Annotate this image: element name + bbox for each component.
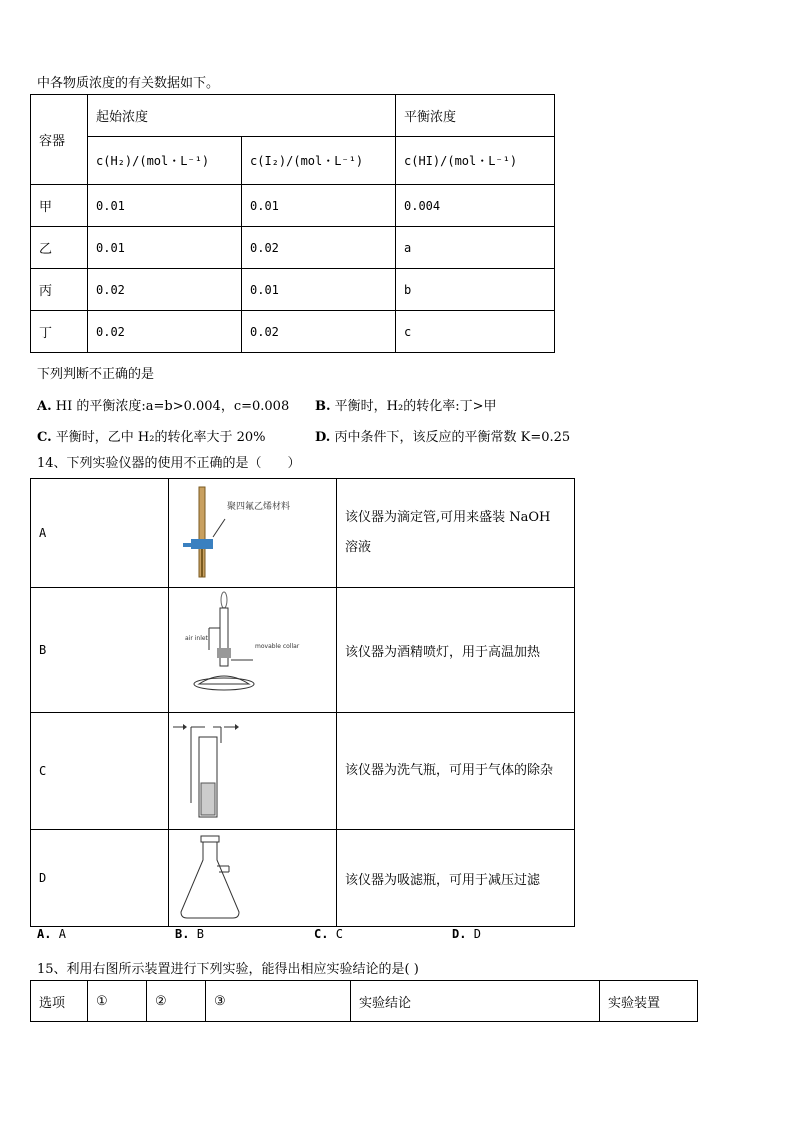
cell-hi: a [396, 227, 555, 269]
table-row [31, 185, 555, 227]
q13-option-a [37, 395, 289, 414]
row-letter: A [31, 479, 169, 588]
cell-i2: 0.01 [242, 269, 396, 311]
row-description: 该仪器为酒精喷灯，用于高温加热 [337, 588, 575, 713]
concentration-table [30, 94, 555, 353]
option-text: 丙中条件下，该反应的平衡常数 K=0.25 [334, 430, 571, 445]
header-equilibrium: 平衡浓度 [396, 95, 555, 137]
cell-hi: b [396, 269, 555, 311]
answer-letter: D. [452, 927, 467, 941]
image-cell [169, 713, 337, 830]
image-cell [169, 588, 337, 713]
image-label: air inlet [185, 635, 208, 642]
intro-text: 中各物质浓度的有关数据如下。 [37, 76, 220, 91]
instrument-table [30, 478, 575, 927]
row-letter: B [31, 588, 169, 713]
burette-icon [169, 479, 336, 583]
q13-option-b [315, 395, 496, 414]
option-text: 平衡时，乙中 H₂的转化率大于 20% [55, 430, 266, 445]
cell-h2: 0.01 [88, 227, 242, 269]
option-text: HI 的平衡浓度:a=b>0.004，c=0.008 [55, 399, 290, 414]
q13-option-d [315, 426, 570, 445]
header-container: 容器 [31, 95, 88, 185]
cell-hi: c [396, 311, 555, 353]
header-reagent-1: ① [88, 981, 147, 1022]
row-name: 丁 [31, 311, 88, 353]
row-description: 该仪器为洗气瓶，可用于气体的除杂 [337, 713, 575, 830]
gas-washing-bottle-icon [169, 713, 336, 825]
q13-option-c [37, 426, 266, 445]
burner-icon [169, 588, 336, 708]
header-conclusion: 实验结论 [351, 981, 600, 1022]
row-letter: C [31, 713, 169, 830]
answer-text: C [335, 927, 343, 941]
option-letter: B. [315, 399, 331, 414]
header-initial: 起始浓度 [88, 95, 396, 137]
header-apparatus: 实验装置 [600, 981, 698, 1022]
cell-hi: 0.004 [396, 185, 555, 227]
q14-answer-d [452, 927, 481, 941]
table-row [31, 227, 555, 269]
image-label: movable collar [255, 643, 300, 650]
answer-letter: A. [37, 927, 52, 941]
cell-i2: 0.02 [242, 311, 396, 353]
q14-prompt: 14、下列实验仪器的使用不正确的是（ ） [37, 456, 301, 471]
row-description: 该仪器为吸滤瓶，可用于减压过滤 [337, 830, 575, 927]
answer-letter: B. [175, 927, 190, 941]
answer-letter: C. [314, 927, 329, 941]
option-letter: A. [37, 399, 52, 414]
row-description: 该仪器为滴定管,可用来盛装 NaOH 溶液 [337, 479, 575, 588]
option-letter: D. [315, 430, 331, 445]
cell-h2: 0.01 [88, 185, 242, 227]
option-letter: C. [37, 430, 52, 445]
q14-answer-a [37, 927, 66, 941]
answer-text: B [196, 927, 204, 941]
answer-text: A [58, 927, 66, 941]
cell-i2: 0.01 [242, 185, 396, 227]
option-text: 平衡时，H₂的转化率:丁>甲 [334, 399, 497, 414]
unit-hi: c(HI)/(mol・L⁻¹) [396, 137, 555, 185]
q14-answer-c [314, 927, 343, 941]
cell-h2: 0.02 [88, 269, 242, 311]
header-option: 选项 [31, 981, 88, 1022]
q15-prompt: 15、利用右图所示装置进行下列实验，能得出相应实验结论的是( ) [37, 962, 419, 977]
q14-answer-b [175, 927, 204, 941]
suction-flask-icon [169, 830, 336, 922]
table-row [31, 830, 575, 927]
q13-prompt: 下列判断不正确的是 [37, 367, 155, 382]
unit-h2: c(H₂)/(mol・L⁻¹) [88, 137, 242, 185]
table-row [31, 311, 555, 353]
image-cell [169, 479, 337, 588]
table-row [31, 588, 575, 713]
cell-h2: 0.02 [88, 311, 242, 353]
row-name: 丙 [31, 269, 88, 311]
header-reagent-3: ③ [206, 981, 351, 1022]
image-cell [169, 830, 337, 927]
experiment-table [30, 980, 698, 1022]
table-row [31, 269, 555, 311]
row-name: 甲 [31, 185, 88, 227]
row-letter: D [31, 830, 169, 927]
cell-i2: 0.02 [242, 227, 396, 269]
table-row [31, 713, 575, 830]
table-row [31, 479, 575, 588]
unit-i2: c(I₂)/(mol・L⁻¹) [242, 137, 396, 185]
image-label: 聚四氟乙烯材料 [227, 502, 291, 512]
header-reagent-2: ② [147, 981, 206, 1022]
answer-text: D [473, 927, 481, 941]
row-name: 乙 [31, 227, 88, 269]
